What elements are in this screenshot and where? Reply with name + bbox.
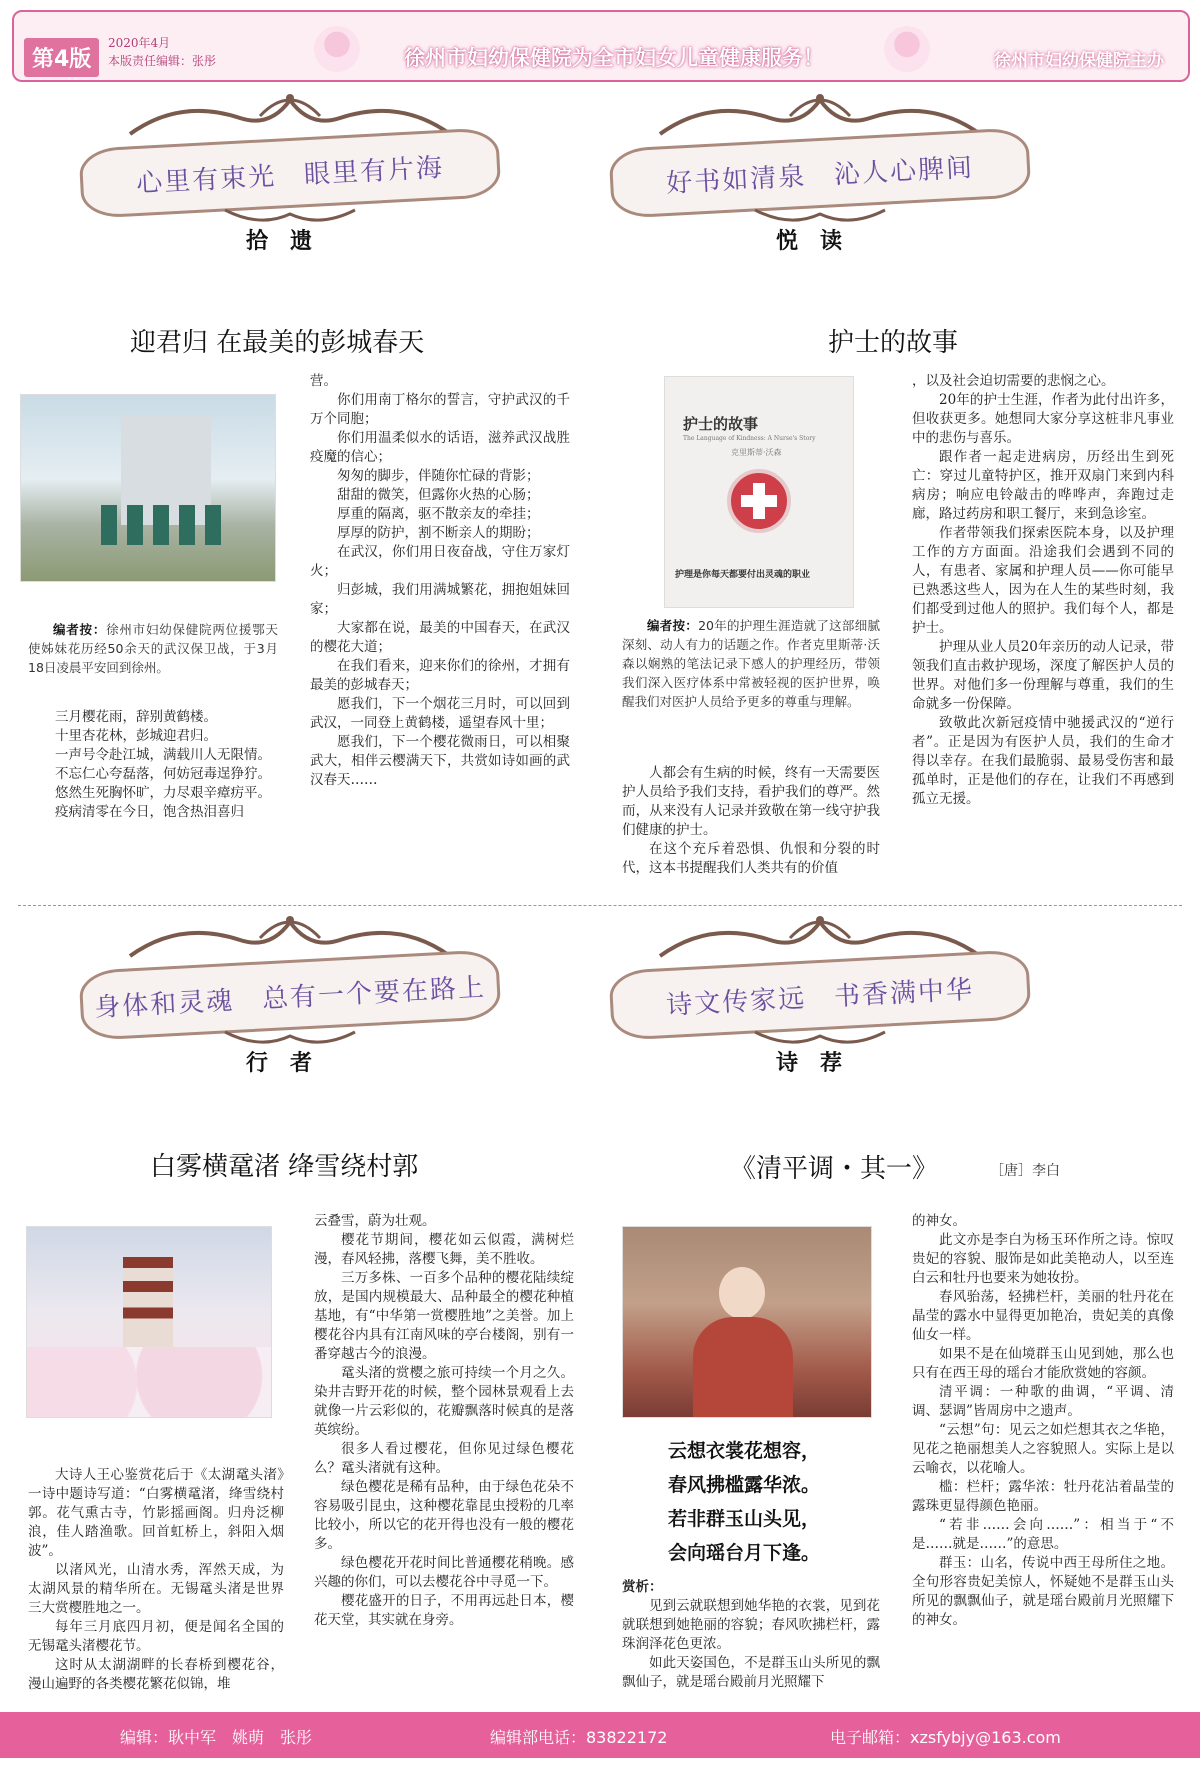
editor-note [622, 616, 880, 711]
section-banner-3 [80, 910, 500, 1076]
footer-email: 电子邮箱：xzsfybjy@163.com [830, 1728, 1061, 1747]
poem-line: 春风拂槛露华浓。 [668, 1474, 821, 1496]
footer-editors: 编辑：耿中军 姚萌 张彤 [120, 1728, 313, 1747]
column-name: 诗荐 [775, 1050, 864, 1076]
paragraph: 见到云就联想到她华艳的衣裳，见到花就联想到她艳丽的容貌；春风吹拂栏杆，露珠润泽花色更浓。 [622, 1598, 880, 1652]
section-banner-4 [610, 910, 1030, 1076]
section-banner-2 [610, 88, 1030, 254]
paragraph: 的神女。 [912, 1213, 966, 1229]
paragraph: 护理从业人员20年亲历的动人记录，带领我们直击救护现场，深度了解医护人员的世界。对他们多一份理解与尊重，我们的生命就多一份保障。 [912, 639, 1174, 712]
paragraph: 不忘仁心夸磊落，何妨冠毒逞狰狞。 [55, 766, 271, 782]
paragraph: 你们用南丁格尔的誓言，守护武汉的千万个同胞； [310, 392, 570, 427]
article-column [912, 372, 1174, 809]
paragraph: 甜甜的微笑，但露你火热的心肠； [337, 487, 540, 503]
paragraph: 三万多株、一百多个品种的樱花陆续绽放，是国内规模最大、品种最全的樱花种植基地，有“中华第一赏樱胜地”之美誉。加上樱花谷内具有江南风味的亭台楼阁，别有一番穿越古今的浪漫。 [314, 1270, 574, 1362]
cherry-blossom-pagoda-photo [26, 1226, 272, 1418]
footer-bar [0, 1712, 1200, 1758]
paragraph: ，以及社会迫切需要的悲悯之心。 [912, 373, 1115, 389]
editor-note [28, 620, 278, 677]
banner-text: 身体和灵魂 总有一个要在路上 [93, 972, 487, 1023]
paragraph: 云叠雪，蔚为壮观。 [314, 1213, 436, 1229]
note-text: 徐州市妇幼保健院两位援鄂天使姊妹花历经50余天的武汉保卫战，于3月18日凌晨平安回到徐州。 [28, 622, 278, 675]
paragraph: 樱花节期间，樱花如云似霞，满树烂漫，春风轻拂，落樱飞舞，美不胜收。 [314, 1232, 574, 1267]
cherry-blossoms [27, 1347, 272, 1418]
paragraph: 致敬此次新冠疫情中驰援武汉的“逆行者”。正是因为有医护人员，我们的生命才得以幸存。在我们最脆弱、最易受伤害和最孤单时，正是他们的存在，让我们不再感到孤立无援。 [912, 715, 1174, 807]
section-banner-1 [80, 88, 500, 254]
paragraph: 如果不是在仙境群玉山见到她，那么也只有在西王母的瑶台才能欣赏她的容颜。 [912, 1346, 1174, 1381]
portrait-face [719, 1267, 765, 1319]
paragraph: 这时从太湖湖畔的长春桥到樱花谷，漫山遍野的各类樱花繁花似锦，堆 [28, 1657, 284, 1692]
mother-child-icon [884, 26, 930, 72]
mother-child-icon [314, 26, 360, 72]
paragraph: 在武汉，你们用日夜奋战，守住万家灯火； [310, 544, 570, 579]
banner-text: 好书如清泉 沁人心脾间 [665, 152, 975, 199]
book-cover [664, 376, 854, 608]
article-column [622, 764, 880, 878]
note-label: 编者按： [647, 618, 699, 633]
article-column [314, 1212, 574, 1630]
paragraph: 愿我们，下一个烟花三月时，可以回到武汉，一同登上黄鹤楼，遥望春风十里； [310, 696, 570, 731]
page-editor: 本版责任编辑：张彤 [108, 54, 217, 68]
article-column [912, 1212, 1174, 1630]
paragraph: 樱花盛开的日子，不用再远赴日本，樱花天堂，其实就在身旁。 [314, 1593, 574, 1628]
paragraph: 群玉：山名，传说中西王母所住之地。全句形容贵妃美惊人，怀疑她不是群玉山头所见的飘飘仙子，就是瑶台殿前月光照耀下的神女。 [912, 1555, 1174, 1628]
paragraph: 厚重的隔离，驱不散亲友的牵挂； [337, 506, 540, 522]
paragraph: 绿色樱花是稀有品种，由于绿色花朵不容易吸引昆虫，这种樱花靠昆虫授粉的几率比较小，所以它的花开得也没有一般的樱花多。 [314, 1479, 574, 1552]
column-name: 悦读 [775, 228, 864, 254]
paragraph: “云想”句：见云之如烂想其衣之华艳，见花之艳丽想美人之容貌照人。实际上是以云喻衣，以花喻人。 [912, 1422, 1174, 1476]
paragraph: 人都会有生病的时候，终有一天需要医护人员给予我们支持，看护我们的尊严。然而，从来没有人记录并致敬在第一线守护我们健康的护士。 [622, 765, 880, 838]
paragraph: 愿我们，下一个樱花微雨日，可以相聚武大，相伴云樱满天下，共赏如诗如画的武汉春天…… [310, 734, 570, 788]
paragraph: 在这个充斥着恐惧、仇恨和分裂的时代，这本书提醒我们人类共有的价值 [622, 841, 880, 876]
paragraph: 十里杏花林，彭城迎君归。 [55, 728, 217, 744]
column-name: 行者 [245, 1050, 334, 1076]
ancient-costume-portrait [622, 1226, 872, 1418]
paragraph: 匆匆的脚步，伴随你忙碌的背影； [337, 468, 540, 484]
paragraph: 如此天姿国色，不是群玉山头所见的飘飘仙子，就是瑶台殿前月光照耀下 [622, 1655, 880, 1690]
masthead [12, 10, 1190, 82]
edition-badge: 第4版 [24, 38, 99, 77]
book-cover-author: 克里斯蒂·沃森 [731, 448, 782, 457]
paragraph: 春风骀荡，轻拂栏杆，美丽的牡丹花在晶莹的露水中显得更加艳冶，贵妃美的真像仙女一样。 [912, 1289, 1174, 1343]
book-cover-title: 护士的故事 [683, 415, 759, 433]
paragraph: 厚厚的防护，割不断亲人的期盼； [337, 525, 540, 541]
article-column [622, 1578, 880, 1692]
paragraph: 每年三月底四月初，便是闻名全国的无锡鼋头渚樱花节。 [28, 1619, 284, 1654]
poem-line: 若非群玉山头见， [668, 1508, 821, 1530]
paragraph: 大家都在说，最美的中国春天，在武汉的樱花大道； [310, 620, 570, 655]
returning-nurses-photo [20, 394, 276, 582]
masthead-slogan: 徐州市妇幼保健院为全市妇女儿童健康服务！ [404, 46, 824, 70]
issue-date: 2020年4月 [108, 36, 171, 50]
article-column [28, 708, 278, 822]
paragraph: 此文亦是李白为杨玉环作所之诗。惊叹贵妃的容貌、服饰是如此美艳动人，以至连白云和牡丹也要来为她妆扮。 [912, 1232, 1174, 1286]
paragraph: 清平调：一种歌的曲调，“平调、清调、瑟调”皆周房中之遗声。 [912, 1384, 1174, 1419]
banner-text: 诗文传家远 书香满中华 [665, 974, 975, 1021]
book-cover-tagline: 护理是你每天都要付出灵魂的职业 [675, 570, 811, 580]
paragraph: 鼋头渚的赏樱之旅可持续一个月之久。染井吉野开花的时候，整个园林景观看上去就像一片云彩似的，花瓣飘落时候真的是落英缤纷。 [314, 1365, 574, 1438]
paragraph: 槛：栏杆；露华浓：牡丹花沾着晶莹的露珠更显得颜色艳丽。 [912, 1479, 1174, 1514]
masthead-sponsor: 徐州市妇幼保健院主办 [994, 51, 1164, 71]
paragraph: 20年的护士生涯，作者为此付出许多，但收获更多。她想同大家分享这桩非凡事业中的悲伤与喜乐。 [912, 392, 1174, 446]
banner-text: 心里有束光 眼里有片海 [135, 152, 445, 199]
paragraph: 悠然生死胸怀旷，力尽艰辛瘴疠平。 [55, 785, 271, 801]
people-jumping [101, 505, 231, 545]
poem-line: 云想衣裳花想容， [668, 1440, 821, 1462]
paragraph: 营。 [310, 373, 337, 389]
column-name: 拾遗 [245, 228, 334, 254]
paragraph: 一声号令赴江城，满载川人无限情。 [55, 747, 271, 763]
article-title: 白雾横鼋渚 绛雪绕村郭 [150, 1152, 419, 1182]
paragraph: 以渚风光，山清水秀，浑然天成，为太湖风景的精华所在。无锡鼋头渚是世界三大赏樱胜地之一。 [28, 1562, 284, 1616]
poem-line: 会向瑶台月下逢。 [668, 1542, 821, 1564]
paragraph: 疫病清零在今日，饱含热泪喜归 [55, 804, 244, 820]
article-title: 护士的故事 [828, 328, 959, 358]
appreciation-label: 赏析： [622, 1579, 663, 1595]
paragraph: 归彭城，我们用满城繁花，拥抱姐妹回家； [310, 582, 570, 617]
red-cross-icon [727, 469, 791, 533]
paragraph: 绿色樱花开花时间比普通樱花稍晚。感兴趣的你们，可以去樱花谷中寻觅一下。 [314, 1555, 574, 1590]
portrait-robe [693, 1317, 793, 1418]
note-text: 20年的护理生涯造就了这部细腻深刻、动人有力的话题之作。作者克里斯蒂·沃森以娴熟的笔法记录下感人的护理经历，带领我们深入医疗体系中常被轻视的医护世界，唤醒我们对医护人员给予更多的尊重与理解。 [622, 618, 880, 709]
paragraph: 跟作者一起走进病房，历经出生到死亡：穿过儿童特护区，推开双扇门来到内科病房；响应电铃敲击的哗哗声，奔跑过走廊，路过药房和职工餐厅，来到急诊室。 [912, 449, 1174, 522]
article-title: 《清平调・其一》 [730, 1154, 939, 1184]
footer-phone: 编辑部电话：83822172 [490, 1728, 668, 1747]
masthead-meta [108, 34, 216, 70]
paragraph: 在我们看来，迎来你们的徐州，才拥有最美的彭城春天； [310, 658, 570, 693]
article-column [310, 372, 570, 790]
poem-text [668, 1434, 820, 1570]
poem-author: ［唐］李白 [990, 1163, 1060, 1179]
article-column [28, 1466, 284, 1694]
paragraph: 你们用温柔似水的话语，滋养武汉战胜疫魔的信心； [310, 430, 570, 465]
article-title: 迎君归 在最美的彭城春天 [130, 328, 425, 358]
paragraph: “若非……会向……”：相当于“不是……就是……”的意思。 [912, 1517, 1174, 1552]
section-divider [18, 905, 1182, 906]
paragraph: 作者带领我们探索医院本身，以及护理工作的方方面面。沿途我们会遇到不同的人，有患者、家属和护理人员——你可能早已熟悉这些人，因为在人生的某些时刻，我们都受到过他人的照护。我们每个人，都是护士。 [912, 525, 1174, 636]
paragraph: 大诗人王心鉴赏花后于《太湖鼋头渚》一诗中题诗写道：“白雾横鼋渚，绛雪绕村郭。花气熏古寺，竹影摇画阁。归舟泛柳浪，佳人踏渔歌。回首虹桥上，斜阳入烟波”。 [28, 1467, 284, 1559]
book-cover-subtitle: The Language of Kindness: A Nurse's Story [683, 435, 816, 442]
note-label: 编者按： [53, 622, 107, 637]
paragraph: 很多人看过樱花，但你见过绿色樱花么？鼋头渚就有这种。 [314, 1441, 574, 1476]
paragraph: 三月樱花雨，辞别黄鹤楼。 [55, 709, 217, 725]
